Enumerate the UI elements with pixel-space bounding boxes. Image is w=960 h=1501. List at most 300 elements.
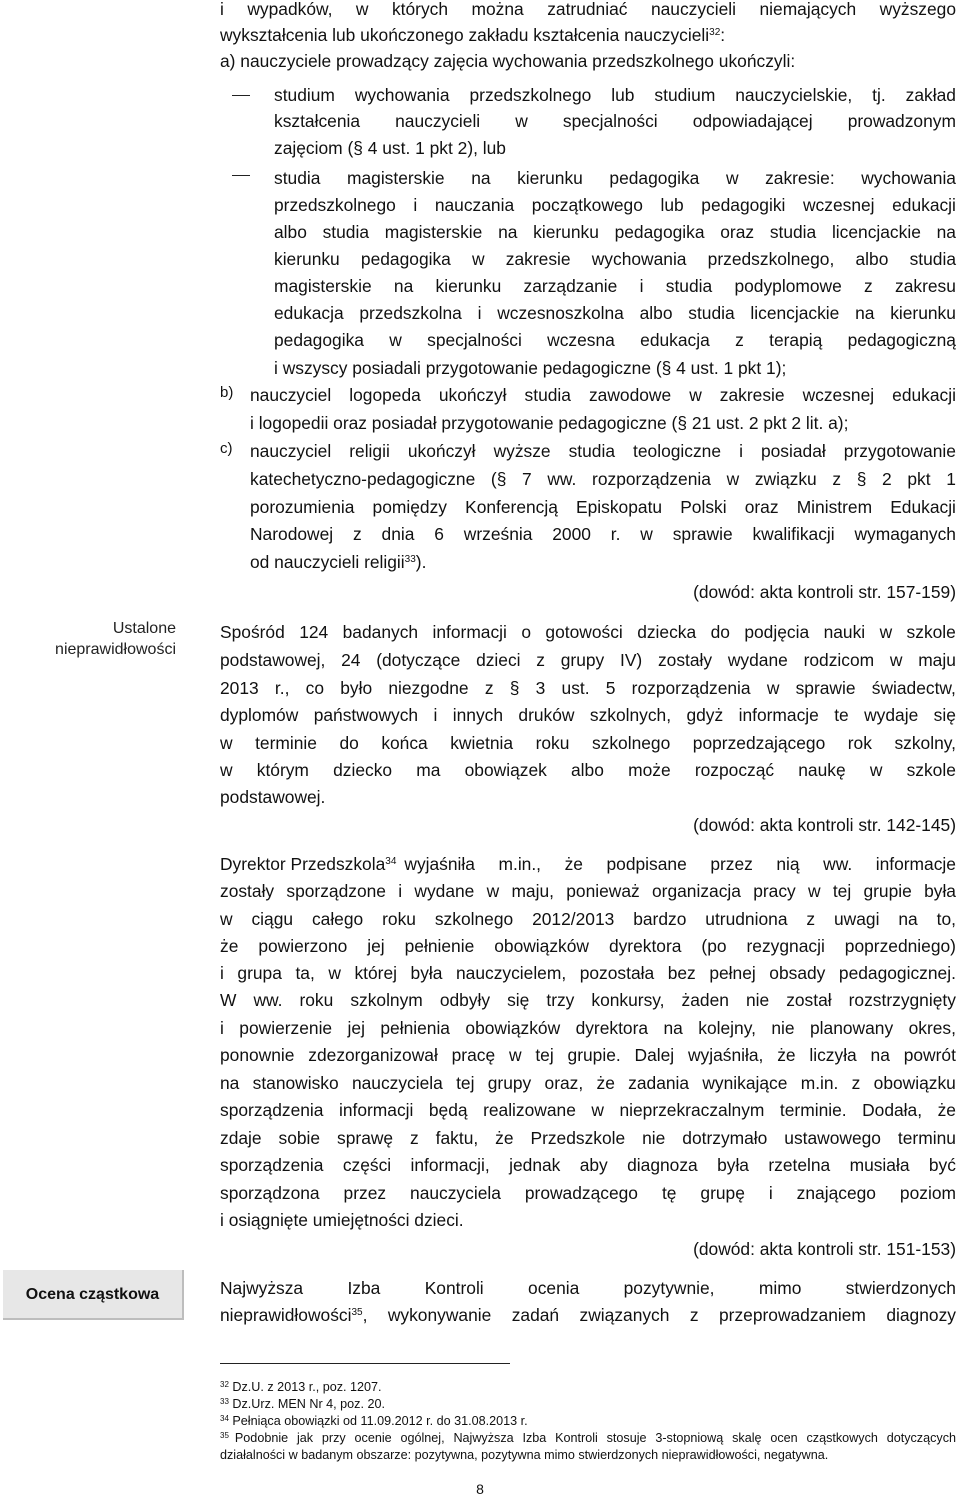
word: uwagi	[834, 909, 880, 929]
word: 2	[882, 469, 892, 489]
word: której	[354, 963, 397, 983]
word: nauczania	[434, 195, 515, 215]
word: w	[220, 760, 233, 780]
word: nauki	[823, 622, 866, 642]
word: ww.	[823, 854, 853, 874]
word: z	[484, 678, 494, 698]
text-line	[220, 1042, 956, 1068]
word: przez	[710, 854, 753, 874]
word: przeprowadzaniem	[718, 1305, 866, 1325]
word: dziecko	[333, 760, 393, 780]
word: studia	[769, 222, 817, 242]
side-label-line1: Ustalone	[112, 620, 176, 637]
word: być	[928, 1155, 956, 1175]
word: zadania	[628, 1073, 690, 1093]
word: części	[342, 1155, 392, 1175]
word: grupy	[487, 1073, 532, 1093]
footnote-ref: 33	[404, 554, 416, 565]
word: odpowiadającej	[692, 111, 813, 131]
word: prowadzonym	[847, 111, 956, 131]
list-marker-b: b)	[220, 384, 234, 401]
word: lub	[660, 195, 684, 215]
text-span: nieprawidłowości	[220, 1305, 352, 1325]
footnote-number: 35	[220, 1431, 229, 1440]
word: się	[507, 990, 530, 1010]
word: świadectw,	[871, 678, 956, 698]
text-line	[250, 382, 956, 408]
word: poprzedzającego	[692, 733, 826, 753]
side-label-ustalone	[0, 618, 176, 660]
word: Najwyższa	[220, 1278, 304, 1298]
word: nauczycieli	[395, 111, 481, 131]
word: 1	[946, 469, 956, 489]
word: pedagogika	[360, 249, 451, 269]
word: było	[340, 678, 373, 698]
text-line	[220, 0, 956, 22]
word: 2000	[552, 524, 591, 544]
text-span: a) nauczyciele prowadzący zajęcia wychowania przedszkolnego ukończyli:	[220, 51, 796, 71]
word: na	[936, 222, 956, 242]
word: i	[220, 963, 224, 983]
word: związku	[754, 469, 817, 489]
word: wychowania	[591, 249, 687, 269]
word: wydane	[727, 650, 788, 670]
word: Dalej	[634, 1045, 675, 1065]
word: Spośród	[220, 622, 285, 642]
word: wczesnej	[802, 385, 875, 405]
word: okres,	[908, 1018, 956, 1038]
word: w	[515, 111, 528, 131]
word: pedagogika	[609, 168, 700, 188]
word: na	[393, 276, 414, 296]
word: zarządzanie	[523, 276, 618, 296]
text-line	[220, 1015, 956, 1041]
text-line	[220, 1180, 956, 1206]
word: ww.	[253, 990, 283, 1010]
word: pełnienia	[380, 1018, 450, 1038]
word: roku	[382, 909, 416, 929]
text-span: ).	[415, 552, 427, 572]
word: gotowości	[545, 622, 623, 642]
word: studia	[568, 441, 616, 461]
word: oraz,	[544, 1073, 584, 1093]
word: wyjaśniła	[404, 854, 475, 874]
word: rzetelna	[768, 1155, 831, 1175]
word: magisterskie	[384, 222, 483, 242]
word: nauczycieli	[650, 0, 736, 19]
word: prowadzącego	[524, 1183, 638, 1203]
word: nie	[771, 1018, 795, 1038]
word: Dodała,	[862, 1100, 923, 1120]
word: rozstrzygnięty	[848, 990, 956, 1010]
text-line	[220, 48, 956, 74]
word: realizowane	[483, 1100, 576, 1120]
word: i	[433, 705, 438, 725]
evidence-reference: (dowód: akta kontroli str. 151-153)	[693, 1239, 956, 1259]
word: do	[710, 622, 730, 642]
word: ocen	[770, 1431, 798, 1445]
word: specjalności	[562, 111, 658, 131]
word: niemających	[759, 0, 857, 19]
text-line	[220, 784, 956, 810]
word: z	[689, 1305, 699, 1325]
word: wyższe	[493, 441, 551, 461]
side-label-line2: nieprawidłowości	[55, 641, 176, 658]
text-line	[274, 82, 956, 108]
word: §	[509, 678, 520, 698]
word: w	[220, 733, 233, 753]
word: Konferencją	[465, 497, 558, 517]
word: maju	[918, 650, 956, 670]
word: ta,	[295, 963, 315, 983]
word: oraz	[744, 497, 779, 517]
word: studia	[322, 222, 370, 242]
word: i	[739, 441, 743, 461]
text-line	[220, 1302, 956, 1328]
word: edukacja	[640, 330, 710, 350]
word: mimo	[758, 1278, 802, 1298]
word: pedagogika	[614, 222, 705, 242]
text-line	[220, 730, 956, 756]
word: zadań	[511, 1305, 560, 1325]
footnote-ref: 34	[385, 856, 397, 867]
word: sprawie	[795, 678, 856, 698]
text-span: i wszyscy posiadali przygotowanie pedagogiczne (§ 4 ust. 1 pkt 1);	[274, 358, 787, 378]
word: innych	[452, 705, 504, 725]
text-line	[274, 300, 956, 326]
word: stwierdzonych	[845, 1278, 956, 1298]
word: obowiązek	[464, 760, 547, 780]
word: w	[725, 168, 739, 188]
word: utrudniona	[705, 909, 788, 929]
word: rozporządzenia	[631, 678, 751, 698]
word: sprawie	[672, 524, 733, 544]
text-line	[250, 438, 956, 464]
word: w	[355, 0, 369, 19]
text-span: :	[720, 25, 726, 45]
text-line	[274, 192, 956, 218]
word: Ministrem	[796, 497, 873, 517]
word: cząstkowych	[806, 1431, 878, 1445]
word: informacji	[432, 622, 507, 642]
word: z	[352, 524, 362, 544]
word: wczesna	[547, 330, 615, 350]
word: i	[477, 303, 482, 323]
word: informacji	[338, 1100, 414, 1120]
word: obowiązków	[465, 1018, 561, 1038]
text-line	[274, 355, 956, 381]
word: o	[521, 622, 531, 642]
text-line	[220, 878, 956, 904]
text-span: zajęciom (§ 4 ust. 1 pkt 2), lub	[274, 138, 506, 158]
word: naukę	[798, 760, 846, 780]
word: ww.	[547, 469, 577, 489]
word: dyrektora	[575, 1018, 649, 1038]
word: (§	[490, 469, 507, 489]
text-span: podstawowej.	[220, 787, 326, 807]
word: 7	[522, 469, 532, 489]
word: którym	[256, 760, 309, 780]
word: szkole	[906, 622, 956, 642]
word: i	[768, 1183, 773, 1203]
word: w	[869, 760, 883, 780]
word: bardzo	[633, 909, 687, 929]
word: licencjackie	[831, 222, 921, 242]
word: liczyła	[809, 1045, 857, 1065]
text-line	[274, 273, 956, 299]
word: w	[328, 963, 341, 983]
word: zawodowe	[588, 385, 672, 405]
word: podstawowej,	[220, 650, 326, 670]
word: religii	[349, 441, 390, 461]
word: odbyły	[439, 990, 491, 1010]
word: szkolnego	[434, 909, 514, 929]
word: zakresie	[505, 249, 571, 269]
list-marker-c: c)	[220, 440, 233, 457]
text-line	[250, 410, 956, 436]
word: szkole	[906, 760, 956, 780]
word: dzieci	[476, 650, 521, 670]
word: ust.	[561, 678, 590, 698]
word: §	[856, 469, 867, 489]
text-line	[220, 906, 956, 932]
word: sporządzenia	[220, 1155, 324, 1175]
word: nauczyciela	[410, 1183, 501, 1203]
word: szkolny,	[894, 733, 956, 753]
word: ,	[362, 1305, 368, 1325]
word: badanych	[342, 622, 419, 642]
text-line	[274, 246, 956, 272]
word: nauczycielem,	[455, 963, 567, 983]
word: nauczyciel	[250, 385, 332, 405]
word: tej	[832, 881, 852, 901]
word: w	[766, 678, 780, 698]
word: terapią	[769, 330, 823, 350]
word: m.in.,	[498, 854, 542, 874]
word: zostały	[220, 881, 275, 901]
word: wczesnej	[803, 195, 875, 215]
text-line	[220, 1070, 956, 1096]
word: z	[735, 330, 744, 350]
word: rozpocząć	[694, 760, 775, 780]
word: roku	[535, 733, 570, 753]
text-line	[220, 1207, 956, 1233]
word: sporządzenia	[220, 1100, 324, 1120]
word: albo	[274, 222, 307, 242]
word: Najwyższa	[453, 1431, 514, 1445]
word: w	[472, 249, 485, 269]
word: ukończył	[407, 441, 476, 461]
text-span: i osiągnięte umiejętności dzieci.	[220, 1210, 464, 1230]
footnote-text: Dz.Urz. MEN Nr 4, poz. 20.	[232, 1397, 385, 1411]
text-line	[220, 675, 956, 701]
word: r.,	[274, 678, 290, 698]
word: i	[220, 0, 224, 19]
word: ponieważ	[566, 881, 640, 901]
word: całego	[311, 909, 364, 929]
word: studia	[274, 168, 321, 188]
word: ocenia	[528, 1278, 580, 1298]
word: posiadał	[760, 441, 826, 461]
footnote-34	[220, 1413, 956, 1430]
text-line	[220, 1125, 956, 1151]
word: była	[924, 881, 956, 901]
word: (po	[701, 936, 727, 956]
dash-bullet	[232, 95, 250, 96]
word: początkowego	[531, 195, 643, 215]
word: jak	[296, 1431, 314, 1445]
text-line	[220, 851, 956, 877]
word: sporządzona	[220, 1183, 320, 1203]
word: powierzenie	[239, 1018, 333, 1038]
word: jej	[367, 936, 385, 956]
word: Izba	[522, 1431, 547, 1445]
word: rozporządzenia	[592, 469, 711, 489]
word: podjęcia	[744, 622, 810, 642]
word: planowany	[810, 1018, 894, 1038]
word: że	[564, 854, 583, 874]
word: diagnoza	[627, 1155, 698, 1175]
word: przez	[343, 1183, 387, 1203]
text-line	[274, 165, 956, 191]
word: wynikające	[702, 1073, 788, 1093]
word: w	[808, 881, 821, 901]
word: powrót	[903, 1045, 956, 1065]
word: że	[596, 1073, 615, 1093]
word: ustawowego	[784, 1128, 881, 1148]
footnote-text: Dz.U. z 2013 r., poz. 1207.	[232, 1380, 382, 1394]
word: z	[864, 276, 873, 296]
word: studia	[909, 249, 956, 269]
word: sporządzone	[286, 881, 386, 901]
word: zakresie:	[765, 168, 835, 188]
word: do	[339, 733, 359, 753]
word: pozytywnie,	[623, 1278, 715, 1298]
text-span	[404, 851, 956, 877]
word: była	[717, 1155, 749, 1175]
word: kierunku	[533, 222, 599, 242]
text-line	[220, 619, 956, 645]
word: że	[495, 1128, 514, 1148]
word: i	[398, 881, 403, 901]
word: nie	[745, 990, 770, 1010]
word: ma	[416, 760, 441, 780]
word: obowiązku	[873, 1073, 956, 1093]
word: Polski	[680, 497, 727, 517]
word: studia	[665, 276, 713, 296]
word: te	[834, 705, 849, 725]
page-number: 8	[476, 1481, 484, 1497]
word: przygotowanie	[843, 441, 956, 461]
word: że	[937, 1100, 956, 1120]
word: roku	[299, 990, 334, 1010]
word: m.in.	[800, 1073, 839, 1093]
word: to,	[936, 909, 956, 929]
word: grupy	[560, 650, 605, 670]
word: obowiązków	[494, 936, 589, 956]
word: końca	[381, 733, 428, 753]
word: edukacja	[274, 303, 344, 323]
footnote-text: Pełniąca obowiązki od 11.09.2012 r. do 31.08.2013 r.	[232, 1414, 528, 1428]
word: podyplomowe	[734, 276, 842, 296]
word: oraz	[720, 222, 755, 242]
word: Podobnie	[234, 1431, 289, 1445]
word: szkolnego	[591, 733, 671, 753]
word: grupie.	[567, 1045, 621, 1065]
text-span	[220, 1302, 363, 1328]
text-line	[274, 327, 956, 353]
footnote-number: 33	[220, 1397, 229, 1406]
word: nią	[776, 854, 800, 874]
word: kierunku	[890, 303, 956, 323]
word: rok	[847, 733, 872, 753]
word: druków	[518, 705, 575, 725]
word: pełnienie	[404, 936, 475, 956]
word: licencjackie	[750, 303, 840, 323]
word: będą	[428, 1100, 468, 1120]
ocena-czastkowa-box: Ocena cząstkowa	[3, 1270, 184, 1320]
word: w	[726, 469, 740, 489]
evidence-reference: (dowód: akta kontroli str. 142-145)	[693, 815, 956, 835]
word: niezgodne	[388, 678, 469, 698]
word: na	[898, 909, 918, 929]
word: w	[220, 909, 233, 929]
text-line	[274, 108, 956, 134]
footnote-ref: 32	[709, 27, 721, 38]
text-line	[220, 757, 956, 783]
word: wyższego	[879, 0, 956, 19]
word: dotyczących	[886, 1431, 956, 1445]
word: informacji,	[410, 1155, 490, 1175]
footnote-ref: 35	[351, 1307, 363, 1318]
word: których	[391, 0, 449, 19]
word: dotrzymało	[682, 1128, 768, 1148]
word: ocenie	[354, 1431, 392, 1445]
word: stosuje	[606, 1431, 647, 1445]
word: podpisane	[606, 854, 687, 874]
text-line	[274, 135, 956, 161]
word: przedszkolnego	[469, 85, 592, 105]
word: albo	[855, 249, 889, 269]
word: pedagogiczną	[847, 330, 956, 350]
footnote-number: 32	[220, 1380, 229, 1389]
word: z	[536, 650, 545, 670]
word: logopeda	[349, 385, 421, 405]
word: dnia	[381, 524, 415, 544]
word: musiała	[849, 1155, 910, 1175]
word: skalę	[732, 1431, 762, 1445]
word: diagnozy	[886, 1305, 956, 1325]
word: września	[463, 524, 533, 544]
word: tę	[661, 1183, 677, 1203]
footnote-separator	[220, 1363, 510, 1364]
word: kolejny,	[698, 1018, 756, 1038]
text-span: od nauczycieli religii	[250, 552, 405, 572]
text-line	[220, 960, 956, 986]
word: kierunku	[274, 249, 340, 269]
word: edukacji	[892, 195, 956, 215]
word: zdezorganizował	[308, 1045, 438, 1065]
word: pkt	[907, 469, 931, 489]
word: kierunku	[435, 276, 502, 296]
word: studia	[524, 385, 571, 405]
word: w	[640, 524, 653, 544]
word: pozostała	[579, 963, 655, 983]
word: sobie	[278, 1128, 321, 1148]
word: znającego	[796, 1183, 876, 1203]
word: zatrudniać	[547, 0, 628, 19]
word: rodzicom	[803, 650, 875, 670]
